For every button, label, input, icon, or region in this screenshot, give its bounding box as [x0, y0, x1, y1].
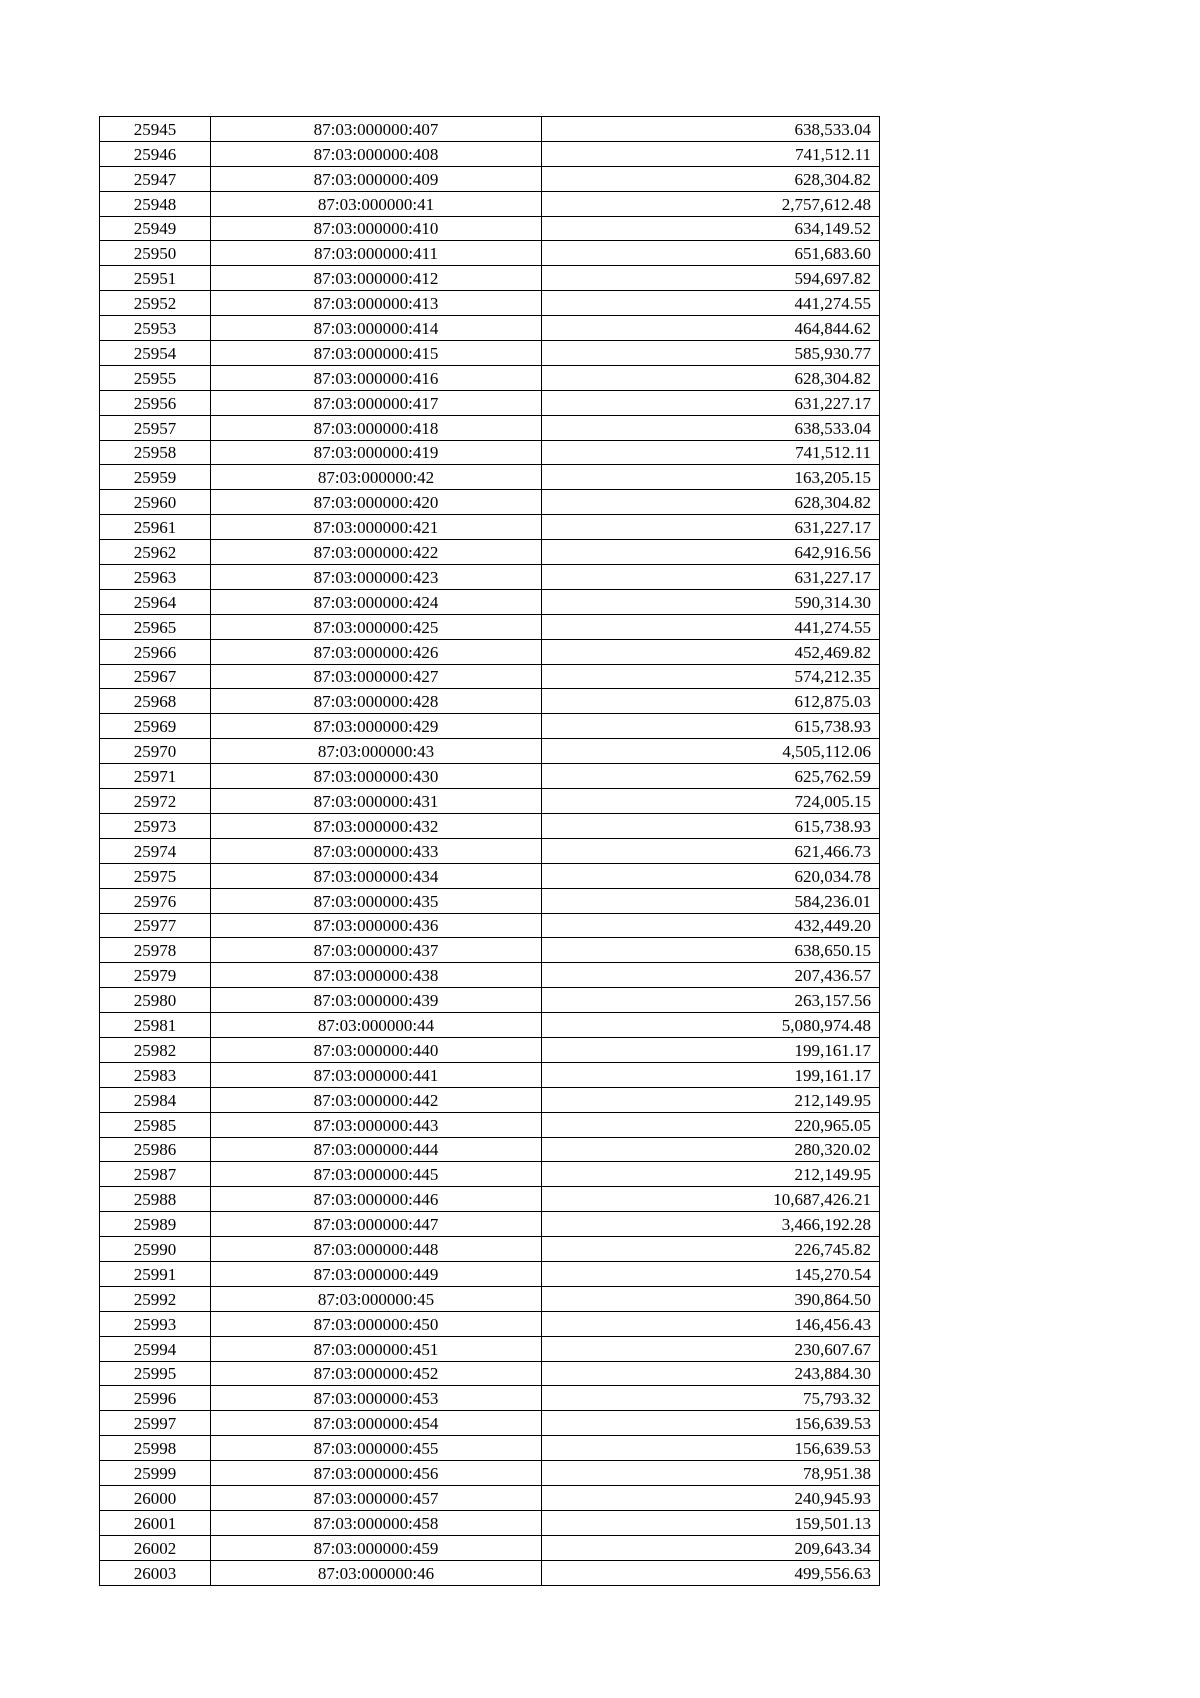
table-row: [100, 1336, 880, 1361]
cadastral-number-cell: 87:03:000000:446: [211, 1187, 542, 1212]
row-number-cell: 25992: [100, 1286, 211, 1311]
value-cell: 5,080,974.48: [542, 1013, 880, 1038]
row-number-cell: 25963: [100, 565, 211, 590]
value-cell: 584,236.01: [542, 888, 880, 913]
row-number-cell: 25960: [100, 490, 211, 515]
value-cell: 628,304.82: [542, 166, 880, 191]
cadastral-number-cell: 87:03:000000:420: [211, 490, 542, 515]
table-row: [100, 1436, 880, 1461]
table-row: [100, 1187, 880, 1212]
cadastral-number-cell: 87:03:000000:413: [211, 291, 542, 316]
row-number-cell: 25989: [100, 1212, 211, 1237]
row-number-cell: 25948: [100, 191, 211, 216]
row-number-cell: 25978: [100, 938, 211, 963]
value-cell: 390,864.50: [542, 1286, 880, 1311]
cadastral-number-cell: 87:03:000000:454: [211, 1411, 542, 1436]
cadastral-number-cell: 87:03:000000:421: [211, 515, 542, 540]
table-row: [100, 1162, 880, 1187]
row-number-cell: 25947: [100, 166, 211, 191]
value-cell: 638,650.15: [542, 938, 880, 963]
value-cell: 10,687,426.21: [542, 1187, 880, 1212]
row-number-cell: 25952: [100, 291, 211, 316]
value-cell: 594,697.82: [542, 266, 880, 291]
value-cell: 432,449.20: [542, 913, 880, 938]
cadastral-number-cell: 87:03:000000:455: [211, 1436, 542, 1461]
cadastral-number-cell: 87:03:000000:416: [211, 365, 542, 390]
row-number-cell: 25970: [100, 739, 211, 764]
value-cell: 163,205.15: [542, 465, 880, 490]
table-row: [100, 291, 880, 316]
table-row: [100, 490, 880, 515]
table-body: [100, 117, 880, 1586]
value-cell: 638,533.04: [542, 117, 880, 142]
cadastral-number-cell: 87:03:000000:443: [211, 1112, 542, 1137]
cadastral-number-cell: 87:03:000000:44: [211, 1013, 542, 1038]
table-row: [100, 689, 880, 714]
value-cell: 2,757,612.48: [542, 191, 880, 216]
table-row: [100, 838, 880, 863]
table-row: [100, 664, 880, 689]
cadastral-number-cell: 87:03:000000:429: [211, 714, 542, 739]
cadastral-number-cell: 87:03:000000:457: [211, 1485, 542, 1510]
cadastral-number-cell: 87:03:000000:433: [211, 838, 542, 863]
value-cell: 499,556.63: [542, 1560, 880, 1585]
table-row: [100, 1286, 880, 1311]
cadastral-number-cell: 87:03:000000:415: [211, 341, 542, 366]
cadastral-number-cell: 87:03:000000:422: [211, 540, 542, 565]
value-cell: 207,436.57: [542, 963, 880, 988]
table-row: [100, 1087, 880, 1112]
table-row: [100, 241, 880, 266]
table-row: [100, 639, 880, 664]
table-row: [100, 365, 880, 390]
row-number-cell: 25983: [100, 1062, 211, 1087]
cadastral-number-cell: 87:03:000000:436: [211, 913, 542, 938]
row-number-cell: 25974: [100, 838, 211, 863]
value-cell: 212,149.95: [542, 1087, 880, 1112]
row-number-cell: 25962: [100, 540, 211, 565]
cadastral-number-cell: 87:03:000000:412: [211, 266, 542, 291]
value-cell: 220,965.05: [542, 1112, 880, 1137]
row-number-cell: 25969: [100, 714, 211, 739]
row-number-cell: 25972: [100, 789, 211, 814]
row-number-cell: 25988: [100, 1187, 211, 1212]
table-row: [100, 465, 880, 490]
cadastral-value-table: [99, 116, 880, 1586]
value-cell: 615,738.93: [542, 813, 880, 838]
row-number-cell: 25958: [100, 440, 211, 465]
table-row: [100, 166, 880, 191]
row-number-cell: 25965: [100, 614, 211, 639]
value-cell: 240,945.93: [542, 1485, 880, 1510]
row-number-cell: 25994: [100, 1336, 211, 1361]
cadastral-number-cell: 87:03:000000:445: [211, 1162, 542, 1187]
row-number-cell: 25977: [100, 913, 211, 938]
table-row: [100, 316, 880, 341]
value-cell: 741,512.11: [542, 141, 880, 166]
value-cell: 146,456.43: [542, 1311, 880, 1336]
cadastral-number-cell: 87:03:000000:432: [211, 813, 542, 838]
cadastral-number-cell: 87:03:000000:435: [211, 888, 542, 913]
row-number-cell: 25982: [100, 1037, 211, 1062]
cadastral-number-cell: 87:03:000000:441: [211, 1062, 542, 1087]
row-number-cell: 25953: [100, 316, 211, 341]
value-cell: 199,161.17: [542, 1037, 880, 1062]
table-row: [100, 1212, 880, 1237]
row-number-cell: 25955: [100, 365, 211, 390]
cadastral-number-cell: 87:03:000000:428: [211, 689, 542, 714]
cadastral-number-cell: 87:03:000000:451: [211, 1336, 542, 1361]
row-number-cell: 25980: [100, 988, 211, 1013]
value-cell: 631,227.17: [542, 565, 880, 590]
value-cell: 631,227.17: [542, 390, 880, 415]
cadastral-number-cell: 87:03:000000:423: [211, 565, 542, 590]
value-cell: 621,466.73: [542, 838, 880, 863]
row-number-cell: 25997: [100, 1411, 211, 1436]
value-cell: 212,149.95: [542, 1162, 880, 1187]
table-row: [100, 117, 880, 142]
row-number-cell: 25975: [100, 863, 211, 888]
table-row: [100, 1311, 880, 1336]
table-row: [100, 141, 880, 166]
cadastral-number-cell: 87:03:000000:458: [211, 1510, 542, 1535]
cadastral-number-cell: 87:03:000000:459: [211, 1535, 542, 1560]
table-row: [100, 540, 880, 565]
table-row: [100, 813, 880, 838]
row-number-cell: 25950: [100, 241, 211, 266]
value-cell: 243,884.30: [542, 1361, 880, 1386]
cadastral-number-cell: 87:03:000000:456: [211, 1461, 542, 1486]
cadastral-number-cell: 87:03:000000:414: [211, 316, 542, 341]
cadastral-number-cell: 87:03:000000:449: [211, 1261, 542, 1286]
value-cell: 145,270.54: [542, 1261, 880, 1286]
value-cell: 590,314.30: [542, 589, 880, 614]
table-row: [100, 1013, 880, 1038]
table-row: [100, 739, 880, 764]
table-row: [100, 938, 880, 963]
value-cell: 724,005.15: [542, 789, 880, 814]
row-number-cell: 25993: [100, 1311, 211, 1336]
cadastral-number-cell: 87:03:000000:448: [211, 1237, 542, 1262]
cadastral-number-cell: 87:03:000000:453: [211, 1386, 542, 1411]
table-row: [100, 988, 880, 1013]
value-cell: 75,793.32: [542, 1386, 880, 1411]
table-row: [100, 963, 880, 988]
cadastral-number-cell: 87:03:000000:431: [211, 789, 542, 814]
row-number-cell: 25949: [100, 216, 211, 241]
table-row: [100, 1062, 880, 1087]
cadastral-number-cell: 87:03:000000:439: [211, 988, 542, 1013]
value-cell: 634,149.52: [542, 216, 880, 241]
cadastral-number-cell: 87:03:000000:452: [211, 1361, 542, 1386]
value-cell: 452,469.82: [542, 639, 880, 664]
value-cell: 159,501.13: [542, 1510, 880, 1535]
row-number-cell: 25981: [100, 1013, 211, 1038]
value-cell: 226,745.82: [542, 1237, 880, 1262]
table-row: [100, 266, 880, 291]
row-number-cell: 25991: [100, 1261, 211, 1286]
row-number-cell: 25973: [100, 813, 211, 838]
cadastral-number-cell: 87:03:000000:410: [211, 216, 542, 241]
table-row: [100, 565, 880, 590]
row-number-cell: 25984: [100, 1087, 211, 1112]
row-number-cell: 25964: [100, 589, 211, 614]
table-row: [100, 1261, 880, 1286]
row-number-cell: 25999: [100, 1461, 211, 1486]
row-number-cell: 25971: [100, 764, 211, 789]
value-cell: 615,738.93: [542, 714, 880, 739]
cadastral-number-cell: 87:03:000000:425: [211, 614, 542, 639]
row-number-cell: 25945: [100, 117, 211, 142]
cadastral-number-cell: 87:03:000000:42: [211, 465, 542, 490]
row-number-cell: 25979: [100, 963, 211, 988]
row-number-cell: 25946: [100, 141, 211, 166]
table-row: [100, 440, 880, 465]
value-cell: 4,505,112.06: [542, 739, 880, 764]
cadastral-number-cell: 87:03:000000:417: [211, 390, 542, 415]
row-number-cell: 25987: [100, 1162, 211, 1187]
row-number-cell: 25990: [100, 1237, 211, 1262]
row-number-cell: 25996: [100, 1386, 211, 1411]
table-row: [100, 913, 880, 938]
cadastral-number-cell: 87:03:000000:434: [211, 863, 542, 888]
table-row: [100, 714, 880, 739]
row-number-cell: 26001: [100, 1510, 211, 1535]
table-row: [100, 515, 880, 540]
table-row: [100, 390, 880, 415]
cadastral-number-cell: 87:03:000000:430: [211, 764, 542, 789]
cadastral-number-cell: 87:03:000000:447: [211, 1212, 542, 1237]
value-cell: 620,034.78: [542, 863, 880, 888]
value-cell: 78,951.38: [542, 1461, 880, 1486]
value-cell: 199,161.17: [542, 1062, 880, 1087]
value-cell: 263,157.56: [542, 988, 880, 1013]
row-number-cell: 25959: [100, 465, 211, 490]
cadastral-number-cell: 87:03:000000:407: [211, 117, 542, 142]
row-number-cell: 25954: [100, 341, 211, 366]
row-number-cell: 25956: [100, 390, 211, 415]
table-row: [100, 415, 880, 440]
row-number-cell: 25976: [100, 888, 211, 913]
row-number-cell: 25961: [100, 515, 211, 540]
table-row: [100, 614, 880, 639]
value-cell: 741,512.11: [542, 440, 880, 465]
cadastral-number-cell: 87:03:000000:408: [211, 141, 542, 166]
table-row: [100, 1411, 880, 1436]
table-row: [100, 589, 880, 614]
table-row: [100, 1237, 880, 1262]
cadastral-number-cell: 87:03:000000:427: [211, 664, 542, 689]
table-row: [100, 764, 880, 789]
value-cell: 441,274.55: [542, 614, 880, 639]
table-row: [100, 1112, 880, 1137]
table-row: [100, 1386, 880, 1411]
cadastral-number-cell: 87:03:000000:418: [211, 415, 542, 440]
row-number-cell: 25966: [100, 639, 211, 664]
cadastral-number-cell: 87:03:000000:442: [211, 1087, 542, 1112]
row-number-cell: 25995: [100, 1361, 211, 1386]
table-row: [100, 1461, 880, 1486]
value-cell: 209,643.34: [542, 1535, 880, 1560]
value-cell: 625,762.59: [542, 764, 880, 789]
value-cell: 612,875.03: [542, 689, 880, 714]
value-cell: 585,930.77: [542, 341, 880, 366]
value-cell: 464,844.62: [542, 316, 880, 341]
cadastral-number-cell: 87:03:000000:437: [211, 938, 542, 963]
table-row: [100, 341, 880, 366]
cadastral-number-cell: 87:03:000000:43: [211, 739, 542, 764]
row-number-cell: 25967: [100, 664, 211, 689]
cadastral-number-cell: 87:03:000000:438: [211, 963, 542, 988]
cadastral-number-cell: 87:03:000000:440: [211, 1037, 542, 1062]
table-row: [100, 1510, 880, 1535]
row-number-cell: 25968: [100, 689, 211, 714]
cadastral-number-cell: 87:03:000000:450: [211, 1311, 542, 1336]
value-cell: 651,683.60: [542, 241, 880, 266]
value-cell: 156,639.53: [542, 1411, 880, 1436]
value-cell: 3,466,192.28: [542, 1212, 880, 1237]
table-row: [100, 1361, 880, 1386]
cadastral-number-cell: 87:03:000000:444: [211, 1137, 542, 1162]
table-row: [100, 1560, 880, 1585]
cadastral-number-cell: 87:03:000000:45: [211, 1286, 542, 1311]
cadastral-number-cell: 87:03:000000:424: [211, 589, 542, 614]
row-number-cell: 25957: [100, 415, 211, 440]
value-cell: 230,607.67: [542, 1336, 880, 1361]
table-row: [100, 1137, 880, 1162]
value-cell: 631,227.17: [542, 515, 880, 540]
value-cell: 574,212.35: [542, 664, 880, 689]
row-number-cell: 26002: [100, 1535, 211, 1560]
row-number-cell: 26003: [100, 1560, 211, 1585]
value-cell: 638,533.04: [542, 415, 880, 440]
row-number-cell: 25985: [100, 1112, 211, 1137]
cadastral-number-cell: 87:03:000000:41: [211, 191, 542, 216]
value-cell: 642,916.56: [542, 540, 880, 565]
cadastral-number-cell: 87:03:000000:409: [211, 166, 542, 191]
table-row: [100, 789, 880, 814]
table-row: [100, 863, 880, 888]
value-cell: 441,274.55: [542, 291, 880, 316]
row-number-cell: 26000: [100, 1485, 211, 1510]
row-number-cell: 25951: [100, 266, 211, 291]
cadastral-number-cell: 87:03:000000:419: [211, 440, 542, 465]
value-cell: 280,320.02: [542, 1137, 880, 1162]
table-row: [100, 191, 880, 216]
value-cell: 628,304.82: [542, 490, 880, 515]
cadastral-number-cell: 87:03:000000:411: [211, 241, 542, 266]
table-row: [100, 1485, 880, 1510]
row-number-cell: 25998: [100, 1436, 211, 1461]
table-row: [100, 1037, 880, 1062]
value-cell: 156,639.53: [542, 1436, 880, 1461]
row-number-cell: 25986: [100, 1137, 211, 1162]
table-row: [100, 888, 880, 913]
table-row: [100, 1535, 880, 1560]
cadastral-number-cell: 87:03:000000:426: [211, 639, 542, 664]
table-row: [100, 216, 880, 241]
value-cell: 628,304.82: [542, 365, 880, 390]
cadastral-number-cell: 87:03:000000:46: [211, 1560, 542, 1585]
